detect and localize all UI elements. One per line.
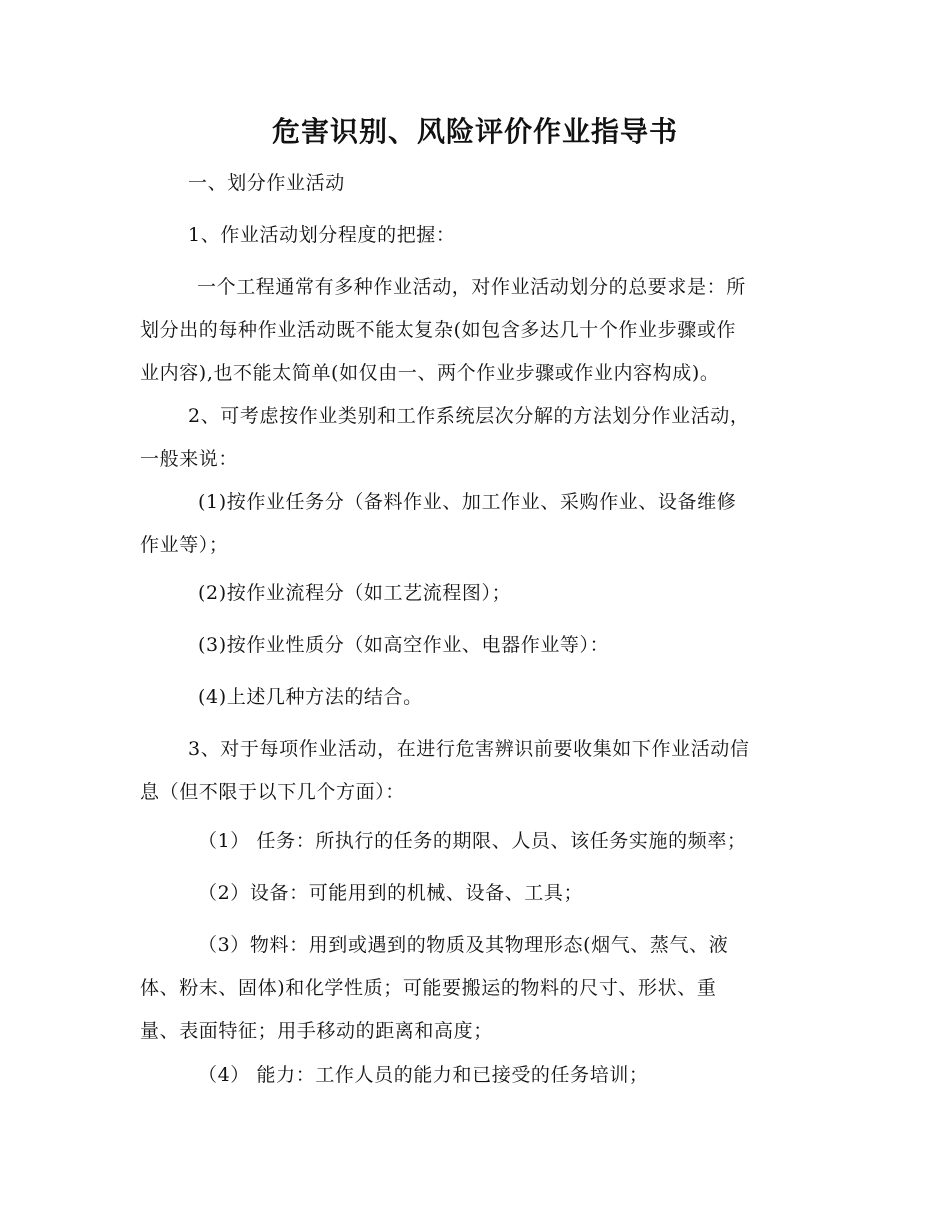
item-1-heading bbox=[140, 214, 805, 257]
paragraph-line: 作业等）； bbox=[140, 534, 229, 556]
paragraph-line: 划分出的每种作业活动既不能太复杂(如包含多达几十个作业步骤或作 bbox=[140, 319, 737, 341]
paragraph-line: （4） 能力：工作人员的能力和已接受的任务培训； bbox=[198, 1064, 649, 1086]
paragraph-line: 一个工程通常有多种作业活动，对作业活动划分的总要求是：所 bbox=[197, 276, 746, 298]
item-2-paragraph bbox=[140, 395, 805, 481]
item-2-sub-3 bbox=[140, 624, 805, 667]
section-heading-text: 一、划分作业活动 bbox=[188, 172, 345, 194]
paragraph-line: (3)按作业性质分（如高空作业、电器作业等）： bbox=[198, 634, 610, 656]
paragraph-line: 3、对于每项作业活动，在进行危害辨识前要收集如下作业活动信 bbox=[188, 738, 750, 760]
paragraph-line: 一般来说： bbox=[140, 448, 239, 470]
item-3-sub-2 bbox=[140, 872, 805, 915]
item-2-sub-1 bbox=[140, 481, 805, 567]
paragraph-line: (2)按作业流程分（如工艺流程图）； bbox=[198, 582, 512, 604]
item-1-heading-text: 1、作业活动划分程度的把握： bbox=[188, 224, 456, 246]
paragraph-line: （1） 任务：所执行的任务的期限、人员、该任务实施的频率； bbox=[198, 830, 747, 852]
section-heading bbox=[140, 162, 805, 205]
paragraph-line: 息（但不限于以下几个方面）： bbox=[140, 781, 405, 803]
item-3-sub-3 bbox=[140, 924, 805, 1053]
item-1-paragraph bbox=[140, 266, 805, 395]
item-3-paragraph bbox=[140, 728, 805, 814]
paragraph-line: (4)上述几种方法的结合。 bbox=[198, 686, 423, 708]
item-2-sub-2 bbox=[140, 572, 805, 615]
paragraph-line: 体、粉末、固体)和化学性质；可能要搬运的物料的尺寸、形状、重 bbox=[140, 977, 717, 999]
item-3-sub-1 bbox=[140, 820, 805, 863]
paragraph-line: （2）设备：可能用到的机械、设备、工具； bbox=[198, 882, 584, 904]
paragraph-line: （3）物料：用到或遇到的物质及其物理形态(烟气、蒸气、液 bbox=[198, 934, 729, 956]
paragraph-line: 业内容),也不能太简单(如仅由一、两个作业步骤或作业内容构成)。 bbox=[140, 362, 720, 384]
paragraph-line: 量、表面特征；用手移动的距离和高度； bbox=[140, 1020, 493, 1042]
document-title: 危害识别、风险评价作业指导书 bbox=[271, 115, 678, 148]
item-2-sub-4 bbox=[140, 676, 805, 719]
paragraph-line: (1)按作业任务分（备料作业、加工作业、采购作业、设备维修 bbox=[198, 491, 737, 513]
item-3-sub-4 bbox=[140, 1054, 805, 1097]
paragraph-line: 2、可考虑按作业类别和工作系统层次分解的方法划分作业活动， bbox=[188, 405, 750, 427]
